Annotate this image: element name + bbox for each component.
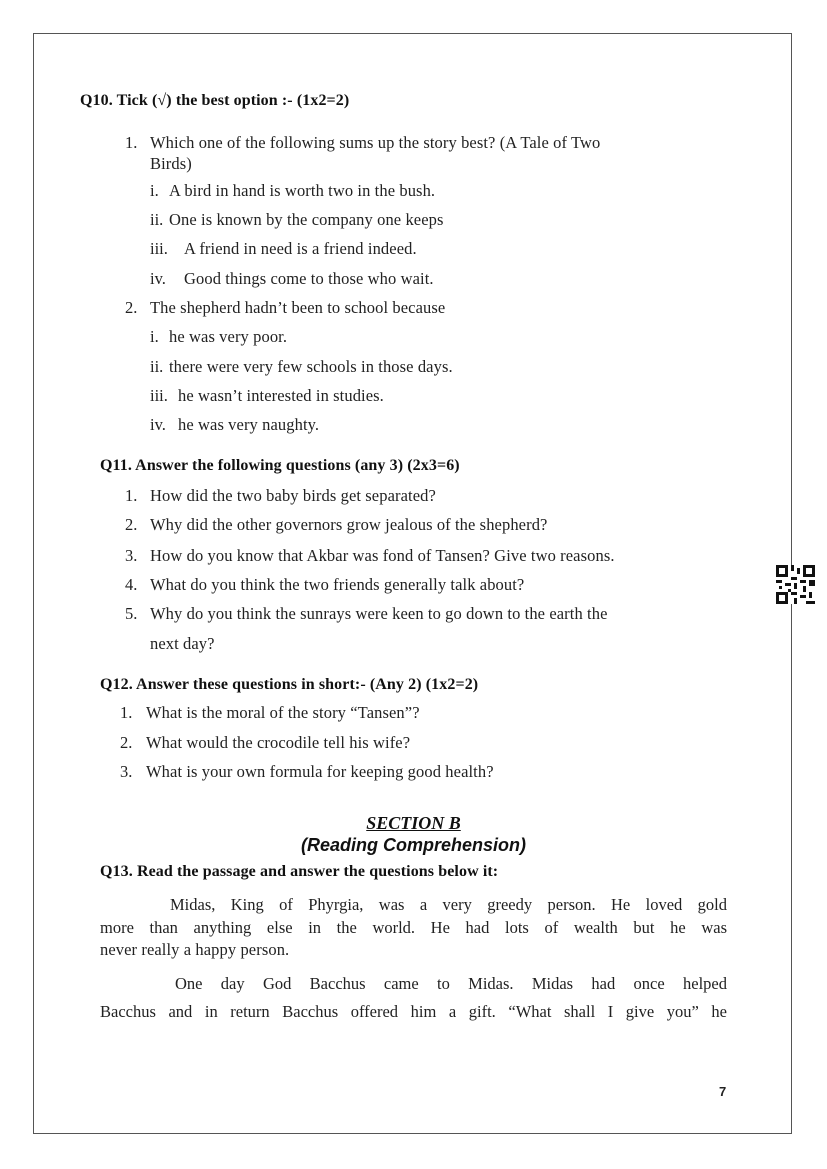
- q12-heading: Q12. Answer these questions in short:- (Any 2) (1x2=2): [100, 676, 479, 693]
- q10-item-1-question-cont: Birds): [150, 154, 192, 173]
- passage-line: Midas, King of Phyrgia, was a very greedy person. He loved gold: [170, 895, 727, 914]
- question-number: 2.: [125, 515, 138, 534]
- question-text: What is your own formula for keeping good health?: [146, 762, 494, 781]
- option-number: i.: [150, 181, 159, 200]
- passage-line: more than anything else in the world. He had lots of wealth but he was: [100, 918, 727, 937]
- option-text: he was very poor.: [169, 327, 288, 346]
- option-text: Good things come to those who wait.: [184, 269, 434, 288]
- section-subtitle: (Reading Comprehension): [300, 835, 526, 855]
- option-number: iv.: [150, 269, 166, 288]
- qr-code-icon: [776, 565, 815, 604]
- section-title: SECTION B: [366, 813, 461, 833]
- passage-line: One day God Bacchus came to Midas. Midas had once helped: [175, 974, 727, 993]
- option-text: he wasn’t interested in studies.: [178, 386, 384, 405]
- option-number: iii.: [150, 239, 168, 258]
- question-text: Why do you think the sunrays were keen to go down to the earth the: [150, 604, 608, 623]
- option-number: ii.: [150, 357, 164, 376]
- q10-item-2-number: 2.: [125, 298, 138, 317]
- question-number: 1.: [120, 703, 133, 722]
- option-text: A bird in hand is worth two in the bush.: [169, 181, 436, 200]
- q10-item-2-question: The shepherd hadn’t been to school because: [150, 298, 446, 317]
- question-text: What do you think the two friends generally talk about?: [150, 575, 525, 594]
- option-number: iv.: [150, 415, 166, 434]
- option-text: there were very few schools in those days.: [169, 357, 453, 376]
- question-number: 2.: [120, 733, 133, 752]
- page-number: 7: [719, 1084, 727, 1099]
- q10-heading: Q10. Tick (√) the best option :- (1x2=2): [80, 92, 350, 109]
- question-number: 3.: [120, 762, 133, 781]
- question-text: What is the moral of the story “Tansen”?: [146, 703, 420, 722]
- question-text: Why did the other governors grow jealous of the shepherd?: [150, 515, 548, 534]
- q13-heading: Q13. Read the passage and answer the questions below it:: [100, 863, 499, 880]
- option-text: A friend in need is a friend indeed.: [184, 239, 417, 258]
- question-number: 4.: [125, 575, 138, 594]
- option-number: iii.: [150, 386, 168, 405]
- question-number: 5.: [125, 604, 138, 623]
- q10-item-1-number: 1.: [125, 133, 138, 152]
- question-number: 3.: [125, 546, 138, 565]
- question-text-cont: next day?: [150, 634, 215, 653]
- option-text: he was very naughty.: [178, 415, 320, 434]
- question-text: How do you know that Akbar was fond of Tansen? Give two reasons.: [150, 546, 615, 565]
- passage-line: never really a happy person.: [100, 940, 290, 959]
- q10-item-1-question: Which one of the following sums up the story best? (A Tale of Two: [150, 133, 601, 152]
- option-number: i.: [150, 327, 159, 346]
- option-number: ii.: [150, 210, 164, 229]
- option-text: One is known by the company one keeps: [169, 210, 444, 229]
- question-number: 1.: [125, 486, 138, 505]
- q11-heading: Q11. Answer the following questions (any 3) (2x3=6): [100, 457, 460, 474]
- question-text: What would the crocodile tell his wife?: [146, 733, 411, 752]
- question-text: How did the two baby birds get separated?: [150, 486, 436, 505]
- passage-line: Bacchus and in return Bacchus offered him a gift. “What shall I give you” he: [100, 1002, 727, 1021]
